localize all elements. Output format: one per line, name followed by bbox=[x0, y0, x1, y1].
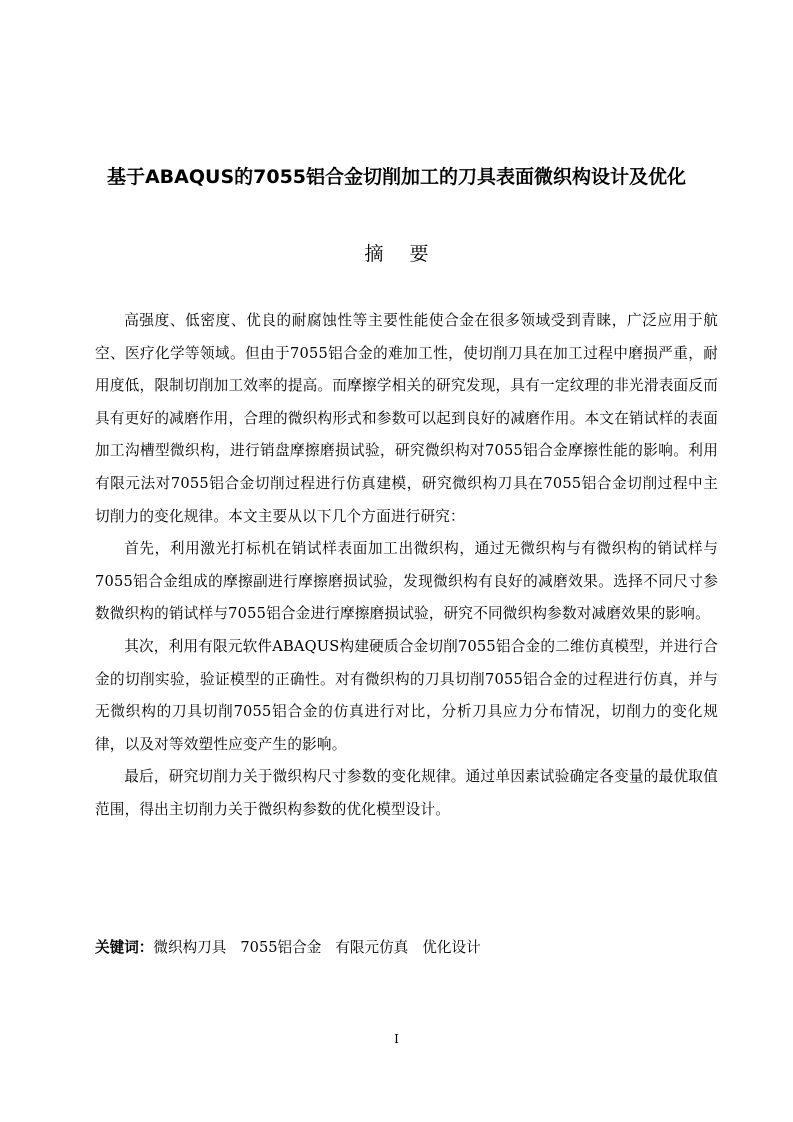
abstract-body bbox=[95, 305, 718, 827]
keywords-line bbox=[95, 934, 718, 962]
abstract-paragraph: 其次，利用有限元软件ABAQUS构建硬质合金切削7055铝合金的二维仿真模型，并进行合金的切削实验，验证模型的正确性。对有微织构的刀具切削7055铝合金的过程进行仿真，并与无微织构的刀具切削7055铝合金的仿真进行对比，分析刀具应力分布情况，切削力的变化规律，以及对等效塑性应变产生的影响。 bbox=[95, 637, 718, 753]
keywords-label: 关键词： bbox=[95, 939, 154, 956]
abstract-paragraph: 高强度、低密度、优良的耐腐蚀性等主要性能使合金在很多领域受到青睐，广泛应用于航空、医疗化学等领域。但由于7055铝合金的难加工性，使切削刀具在加工过程中磨损严重，耐用度低，限制切削加工效率的提高。而摩擦学相关的研究发现，具有一定纹理的非光滑表面反而具有更好的减磨作用，合理的微织构形式和参数可以起到良好的减磨作用。本文在销试样的表面加工沟槽型微织构，进行销盘摩擦磨损试验，研究微织构对7055铝合金摩擦性能的影响。利用有限元法对7055铝合金切削过程进行仿真建模，研究微织构刀具在7055铝合金切削过程中主切削力的变化规律。本文主要从以下几个方面进行研究： bbox=[95, 312, 718, 525]
keyword: 有限元仿真 bbox=[335, 939, 409, 956]
keyword: 7055铝合金 bbox=[240, 939, 322, 956]
abstract-paragraph: 首先，利用激光打标机在销试样表面加工出微织构，通过无微织构与有微织构的销试样与7055铝合金组成的摩擦副进行摩擦磨损试验，发现微织构有良好的减磨效果。选择不同尺寸参数微织构的销试样与7055铝合金进行摩擦磨损试验，研究不同微织构参数对减磨效果的影响。 bbox=[95, 540, 718, 623]
keyword: 微织构刀具 bbox=[153, 939, 227, 956]
page-number: I bbox=[394, 1032, 399, 1046]
document-title: 基于ABAQUS的7055铝合金切削加工的刀具表面微织构设计及优化 bbox=[106, 166, 687, 188]
abstract-paragraph: 最后，研究切削力关于微织构尺寸参数的变化规律。通过单因素试验确定各变量的最优取值范围，得出主切削力关于微织构参数的优化模型设计。 bbox=[95, 768, 718, 818]
keyword: 优化设计 bbox=[422, 939, 481, 956]
abstract-heading: 摘 要 bbox=[364, 243, 439, 265]
